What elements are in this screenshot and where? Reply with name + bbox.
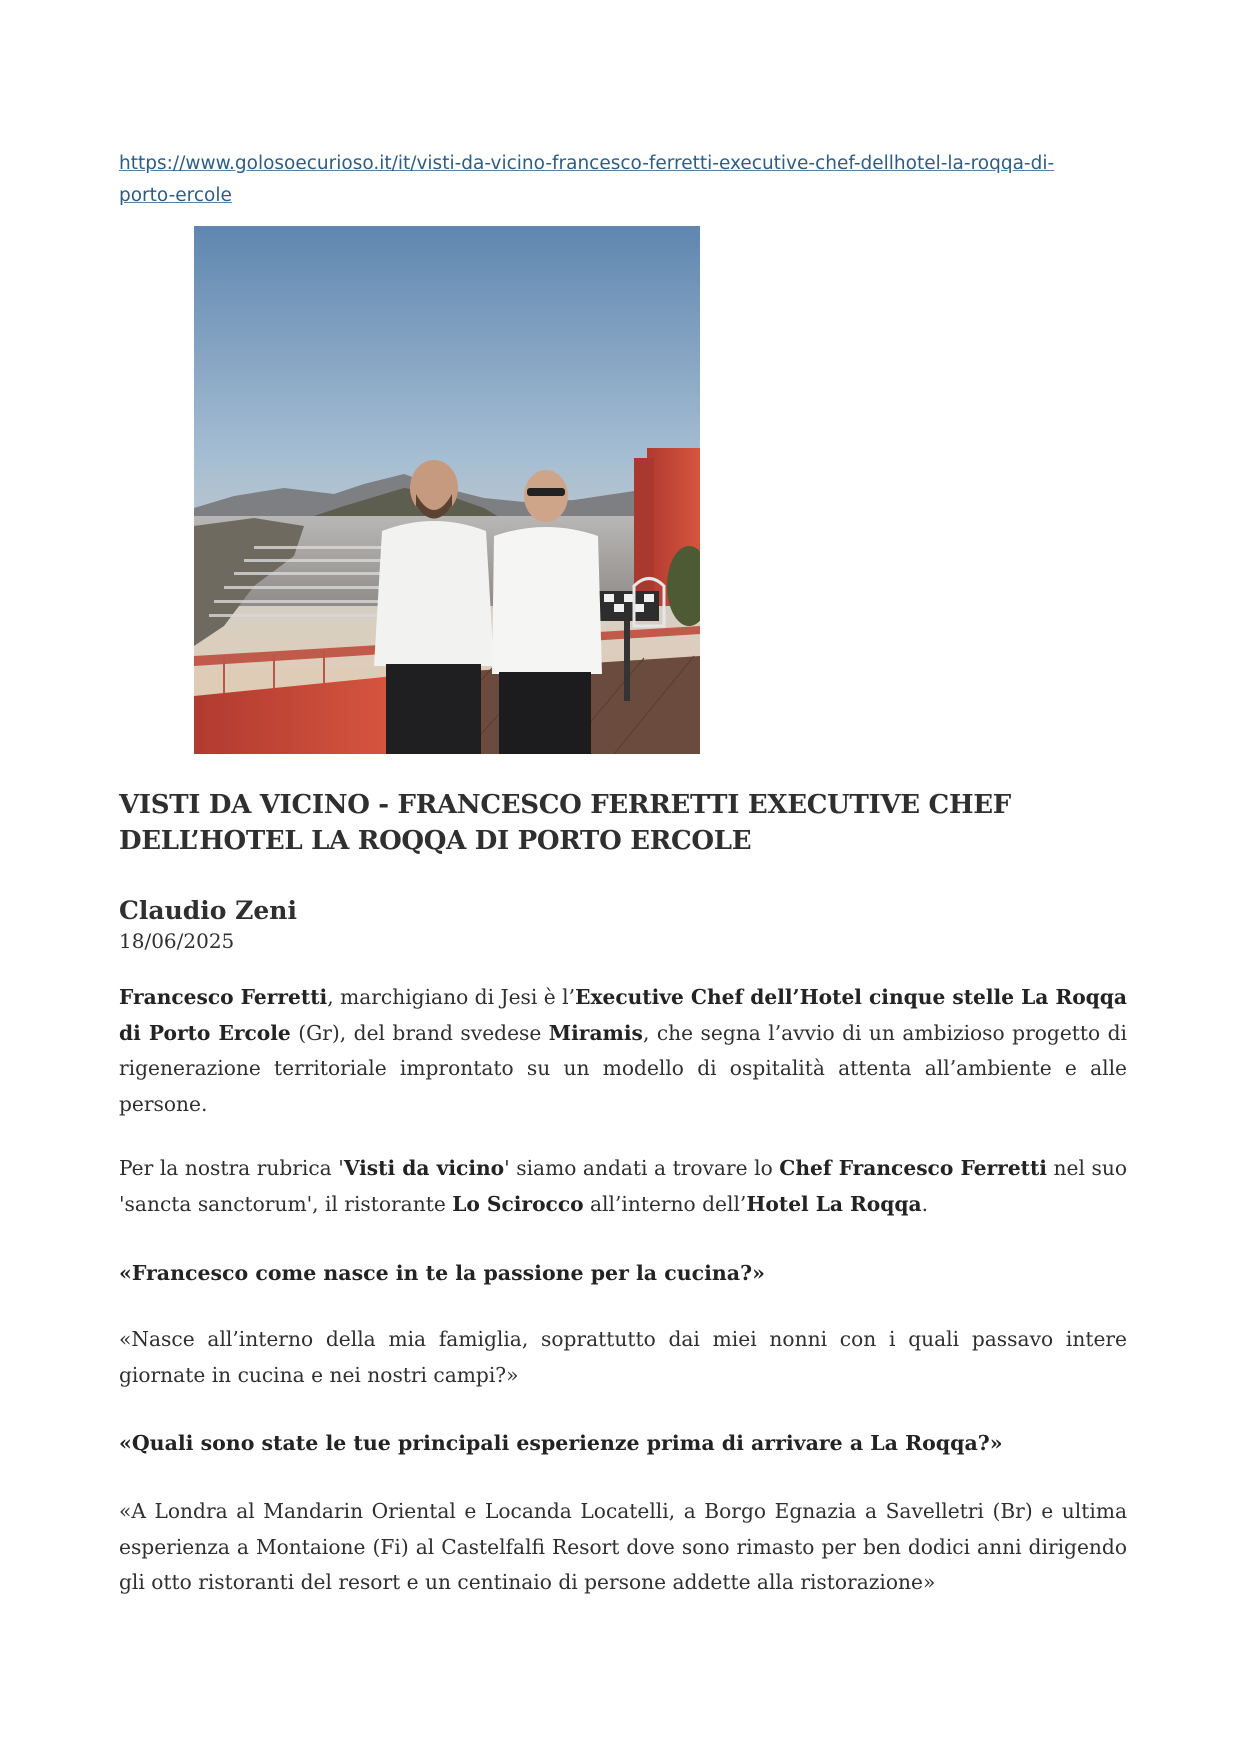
rubric-bold-3: Lo Scirocco	[452, 1191, 584, 1216]
question-2: «Quali sono state le tue principali esperienze prima di arrivare a La Roqqa?»	[119, 1431, 1003, 1455]
intro-bold-3: Miramis	[548, 1020, 643, 1045]
rubric-text-4: all’interno dell’	[583, 1191, 747, 1216]
rubric-bold-1: Visti da vicino	[343, 1156, 505, 1180]
rubric-text-2: ' siamo andati a trovare lo	[504, 1156, 780, 1180]
photo-illustration	[194, 226, 700, 754]
article-date: 18/06/2025	[119, 929, 235, 953]
intro-paragraph	[119, 980, 1127, 1122]
rubric-text-5: .	[921, 1191, 929, 1216]
rubric-text-1: Per la nostra rubrica '	[119, 1156, 344, 1180]
source-link-line-2[interactable]: porto-ercole	[119, 185, 232, 206]
article-title-line-1: VISTI DA VICINO - FRANCESCO FERRETTI EXECUTIVE CHEF	[119, 790, 1011, 820]
source-link-line-1[interactable]: https://www.golosoecurioso.it/it/visti-da-vicino-francesco-ferretti-executive-chef-dellhotel-la-roqqa-di-	[119, 153, 1055, 174]
intro-bold-1: Francesco Ferretti	[119, 985, 328, 1009]
question-1: «Francesco come nasce in te la passione per la cucina?»	[119, 1261, 765, 1285]
intro-bold-2: Executive Chef dell’Hotel cinque stelle La Roqqa di Porto Ercole	[119, 985, 1127, 1045]
article-title	[119, 787, 1129, 859]
intro-text-3: , che segna l’avvio di un ambizioso progetto di rigenerazione territoriale improntato su un modello di ospitalità attenta all’ambiente e alle persone.	[119, 1020, 1127, 1116]
answer-2: «A Londra al Mandarin Oriental e Locanda Locatelli, a Borgo Egnazia a Savelletri (Br) e ultima esperienza a Montaione (Fi) al Castelfalfi Resort dove sono rimasto per ben dodici anni dirigendo gli otto ristoranti del resort e un centinaio di persone addette alla ristorazione»	[119, 1499, 1127, 1594]
rubric-paragraph	[119, 1151, 1127, 1222]
article-title-line-2: DELL’HOTEL LA ROQQA DI PORTO ERCOLE	[119, 826, 752, 856]
intro-text-2: (Gr), del brand svedese	[290, 1020, 549, 1045]
intro-text-1: , marchigiano di Jesi è l’	[327, 985, 576, 1009]
source-link[interactable]	[119, 148, 1129, 212]
rubric-bold-2: Chef Francesco Ferretti	[779, 1156, 1047, 1180]
article-author: Claudio Zeni	[119, 896, 297, 925]
answer-1: «Nasce all’interno della mia famiglia, soprattutto dai miei nonni con i quali passavo intere giornate in cucina e nei nostri campi?»	[119, 1327, 1127, 1387]
rubric-bold-4: Hotel La Roqqa	[746, 1191, 922, 1216]
rubric-text-3: nel suo 'sancta sanctorum', il ristorante	[119, 1156, 1127, 1216]
article-photo	[194, 226, 700, 754]
